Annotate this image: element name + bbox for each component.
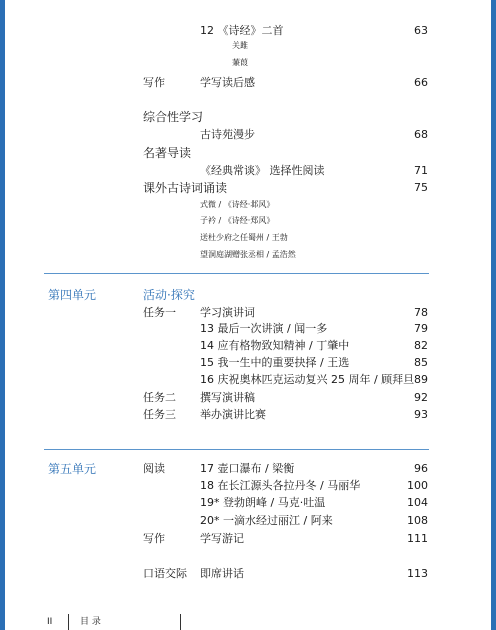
page-number: 85 xyxy=(414,356,428,369)
toc-entry[interactable]: 学写游记 xyxy=(200,532,244,545)
section-label: 写作 xyxy=(143,76,165,89)
toc-subentry[interactable]: 关雎 xyxy=(232,41,248,50)
page-number: 96 xyxy=(414,462,428,475)
toc-entry[interactable]: 古诗苑漫步 xyxy=(200,128,255,141)
left-border xyxy=(0,0,5,630)
toc-entry[interactable]: 举办演讲比赛 xyxy=(200,408,266,421)
page-number: 100 xyxy=(407,479,428,492)
toc-subentry[interactable]: 送杜少府之任蜀州 / 王勃 xyxy=(200,233,288,242)
task-label: 任务二 xyxy=(143,391,176,404)
unit-label: 第四单元 xyxy=(48,288,97,302)
toc-entry[interactable]: 15 我一生中的重要抉择 / 王选 xyxy=(200,356,350,369)
page-number: 78 xyxy=(414,306,428,319)
page-number: 111 xyxy=(407,532,428,545)
toc-entry[interactable]: 14 应有格物致知精神 / 丁肇中 xyxy=(200,339,350,352)
task-label: 任务三 xyxy=(143,408,176,421)
unit-heading: 活动·探究 xyxy=(143,288,195,302)
section-heading: 综合性学习 xyxy=(143,110,204,124)
page-number: 104 xyxy=(407,496,428,509)
page-number: 89 xyxy=(414,373,428,386)
section-label: 阅读 xyxy=(143,462,165,475)
section-label: 写作 xyxy=(143,532,165,545)
page-number: 63 xyxy=(414,24,428,37)
page-number: 82 xyxy=(414,339,428,352)
toc-entry[interactable]: 学写读后感 xyxy=(200,76,255,89)
right-border xyxy=(491,0,496,630)
page-number: 108 xyxy=(407,514,428,527)
toc-entry[interactable]: 19* 登勃朗峰 / 马克·吐温 xyxy=(200,496,326,509)
toc-entry[interactable]: 20* 一滴水经过丽江 / 阿来 xyxy=(200,514,333,527)
toc-entry[interactable]: 18 在长江源头各拉丹冬 / 马丽华 xyxy=(200,479,361,492)
task-label: 任务一 xyxy=(143,306,176,319)
page-number: 92 xyxy=(414,391,428,404)
section-heading: 课外古诗词诵读 xyxy=(143,181,228,195)
page-number: 113 xyxy=(407,567,428,580)
section-label: 口语交际 xyxy=(143,567,187,580)
toc-entry-poem[interactable]: 12 《诗经》二首 xyxy=(200,24,284,37)
toc-entry[interactable]: 16 庆祝奥林匹克运动复兴 25 周年 / 顾拜旦 xyxy=(200,373,415,386)
toc-subentry[interactable]: 望洞庭湖赠张丞相 / 孟浩然 xyxy=(200,250,296,259)
unit-label: 第五单元 xyxy=(48,462,97,476)
page-number: 75 xyxy=(414,181,428,194)
section-heading: 名著导读 xyxy=(143,146,192,160)
footer-divider xyxy=(180,614,181,630)
page-number: 79 xyxy=(414,322,428,335)
toc-entry[interactable]: 学习演讲词 xyxy=(200,306,255,319)
page-number: 66 xyxy=(414,76,428,89)
divider xyxy=(44,449,429,450)
toc-subentry[interactable]: 蒹葭 xyxy=(232,58,248,67)
toc-entry[interactable]: 《经典常谈》 选择性阅读 xyxy=(200,164,325,177)
toc-subentry[interactable]: 子衿 / 《诗经·郑风》 xyxy=(200,216,275,225)
page-number: 68 xyxy=(414,128,428,141)
footer-page-number: II xyxy=(47,617,53,627)
toc-entry[interactable]: 撰写演讲稿 xyxy=(200,391,255,404)
toc-entry[interactable]: 13 最后一次讲演 / 闻一多 xyxy=(200,322,328,335)
toc-entry[interactable]: 17 壶口瀑布 / 梁衡 xyxy=(200,462,295,475)
divider xyxy=(44,273,429,274)
toc-entry[interactable]: 即席讲话 xyxy=(200,567,244,580)
footer-section-label: 目 录 xyxy=(80,617,101,627)
footer-divider xyxy=(68,614,69,630)
page-number: 71 xyxy=(414,164,428,177)
toc-subentry[interactable]: 式微 / 《诗经·邶风》 xyxy=(200,200,275,209)
page-number: 93 xyxy=(414,408,428,421)
